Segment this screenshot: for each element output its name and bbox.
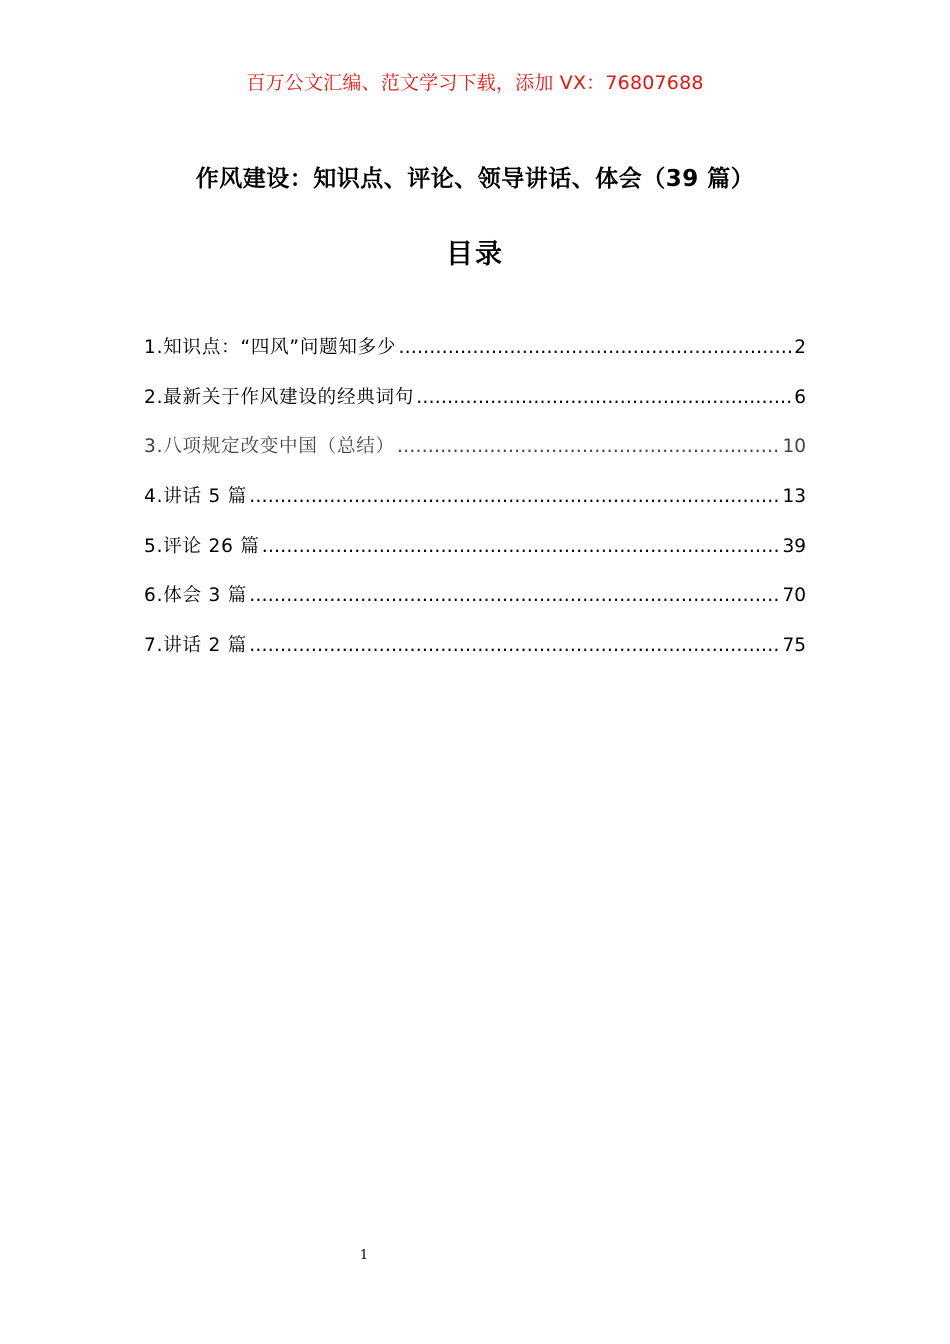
toc-item-3[interactable] [144,432,806,482]
toc-item-page: 70 [782,585,806,607]
toc-item-label: 5.评论 26 篇 [144,535,260,557]
toc-item-1[interactable] [144,333,806,383]
toc-item-7[interactable] [144,631,806,681]
toc-item-label: 2.最新关于作风建设的经典词句 [144,386,415,408]
toc-item-label: 4.讲话 5 篇 [144,486,248,508]
toc-item-page: 2 [794,337,806,358]
toc-dot-leader [249,585,780,606]
toc-item-2[interactable] [144,383,806,433]
toc-dot-leader [249,486,780,507]
toc-dot-leader [398,337,792,358]
toc-item-page: 39 [782,535,806,557]
toc-item-6[interactable] [144,581,806,631]
toc-item-page: 10 [782,436,806,458]
toc-item-page: 13 [782,486,806,508]
toc-item-5[interactable] [144,532,806,582]
toc-dot-leader [249,635,780,656]
toc-heading: 目录 [446,239,504,270]
toc-item-page: 6 [794,386,806,408]
document-title: 作风建设：知识点、评论、领导讲话、体会（39 篇） [195,166,755,192]
toc-item-page: 75 [782,635,806,657]
page-number: 1 [359,1248,369,1263]
toc-dot-leader [397,436,781,457]
toc-item-4[interactable] [144,482,806,532]
toc-dot-leader [416,387,792,408]
table-of-contents [144,333,806,681]
toc-dot-leader [262,536,781,557]
toc-item-label: 6.体会 3 篇 [144,585,248,607]
toc-item-label: 7.讲话 2 篇 [144,635,248,657]
toc-item-label: 3.八项规定改变中国（总结） [144,436,395,458]
toc-item-label: 1.知识点：“四风”问题知多少 [144,337,397,358]
header-notice: 百万公文汇编、范文学习下载，添加 VX：76807688 [246,72,704,94]
